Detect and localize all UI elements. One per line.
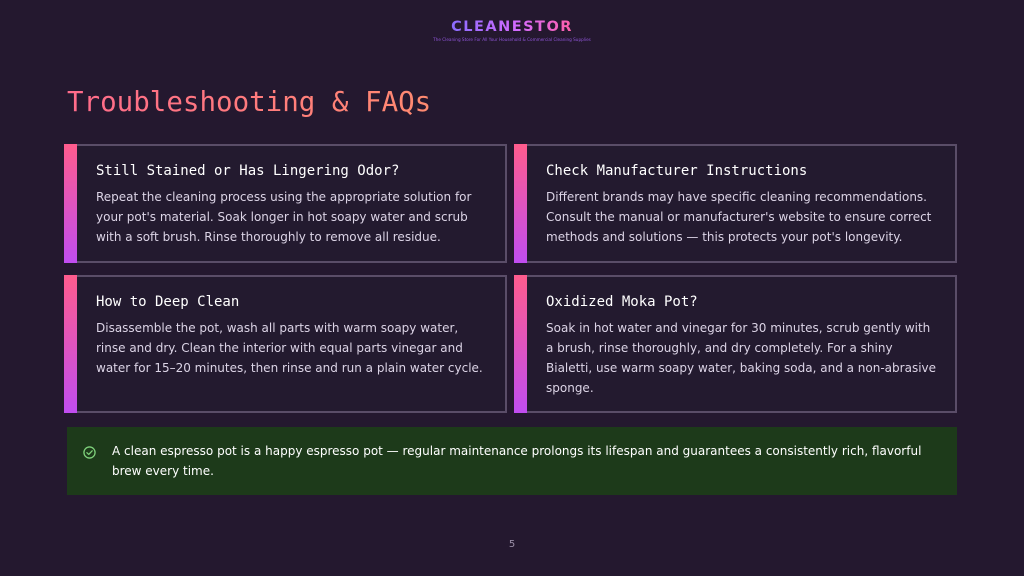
page-title: Troubleshooting & FAQs xyxy=(67,86,432,118)
card-body: Repeat the cleaning process using the appropriate solution for your pot's material. Soak longer in hot soapy water and scrub with a soft brush. Rinse thoroughly to remove all residue. xyxy=(96,190,472,244)
faq-card-oxidized xyxy=(514,275,957,413)
card-body: Different brands may have specific cleaning recommendations. Consult the manual or manufacturer's website to ensure correct methods and solutions — this protects your pot's longevity. xyxy=(546,190,932,244)
faq-card-stains xyxy=(64,144,507,263)
logo-tagline: The Cleaning Store For All Your Household & Commercial Cleaning Supplies xyxy=(433,37,591,42)
card-body: Soak in hot water and vinegar for 30 minutes, scrub gently with a brush, rinse thoroughly, and dry completely. For a shiny Bialetti, use warm soapy water, baking soda, and a non-abrasive sponge. xyxy=(546,321,937,395)
faq-card-manufacturer xyxy=(514,144,957,263)
page-number: 5 xyxy=(508,539,516,550)
card-title: Still Stained or Has Lingering Odor? xyxy=(96,163,400,179)
card-title: Check Manufacturer Instructions xyxy=(546,163,808,179)
card-title: How to Deep Clean xyxy=(96,294,240,310)
card-accent-bar xyxy=(64,275,77,413)
callout-text: A clean espresso pot is a happy espresso pot — regular maintenance prolongs its lifespan and guarantees a consistently rich, flavorful brew every time. xyxy=(112,444,922,478)
summary-callout xyxy=(67,427,957,495)
card-accent-bar xyxy=(514,275,527,413)
faq-card-deep-clean xyxy=(64,275,507,413)
logo-wordmark: CLEANESTOR xyxy=(451,19,573,35)
card-body: Disassemble the pot, wash all parts with warm soapy water, rinse and dry. Clean the interior with equal parts vinegar and water for 15–20 minutes, then rinse and run a plain water cycle. xyxy=(96,321,483,375)
card-title: Oxidized Moka Pot? xyxy=(546,294,698,310)
check-circle-icon xyxy=(83,446,96,459)
card-accent-bar xyxy=(514,144,527,263)
brand-logo xyxy=(0,16,1024,43)
card-accent-bar xyxy=(64,144,77,263)
